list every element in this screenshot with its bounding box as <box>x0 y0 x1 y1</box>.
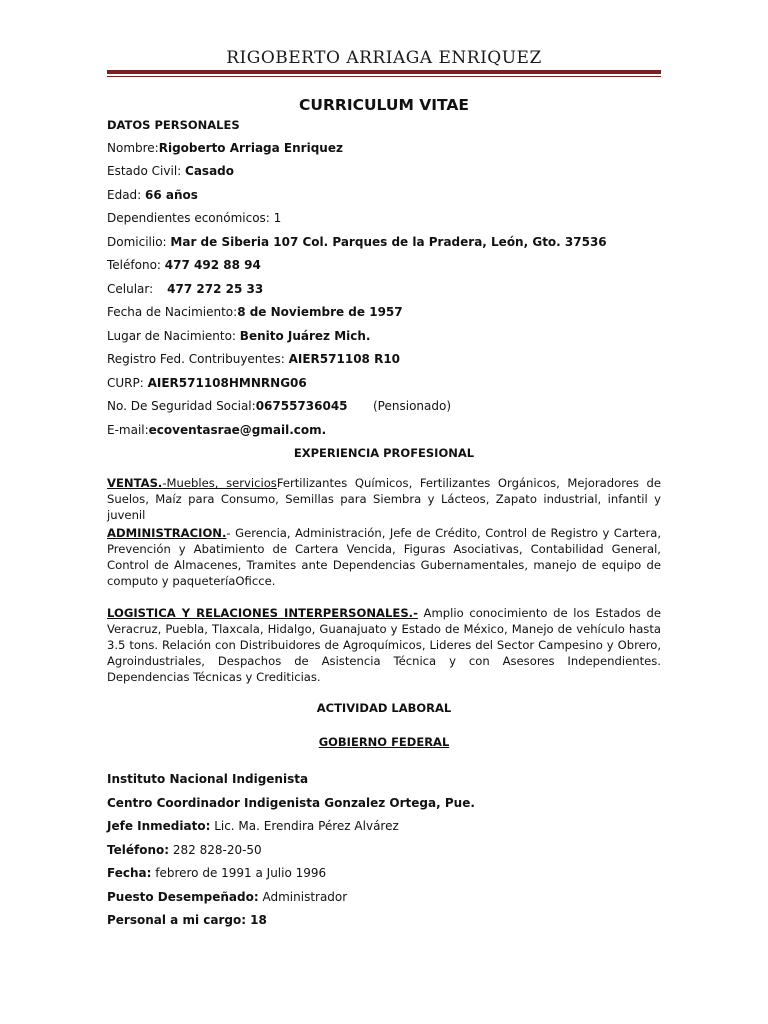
telefono-value: 477 492 88 94 <box>164 258 261 272</box>
nombre-value: Rigoberto Arriaga Enriquez <box>158 141 343 155</box>
job-personal: Personal a mi cargo: 18 <box>107 913 267 927</box>
rfc-label: Registro Fed. Contribuyentes: <box>107 352 289 366</box>
job-instituto: Instituto Nacional Indigenista <box>107 772 309 786</box>
civil-value: Casado <box>185 164 234 178</box>
puesto-value: Administrador <box>258 890 348 904</box>
ventas-title: VENTAS. <box>107 476 163 490</box>
document-title: CURRICULUM VITAE <box>298 96 469 114</box>
job-jefe <box>107 819 399 833</box>
rfc-value: AIER571108 R10 <box>288 352 401 366</box>
nacimiento-value: 8 de Noviembre de 1957 <box>237 305 403 319</box>
header-name: RIGOBERTO ARRIAGA ENRIQUEZ <box>226 48 542 68</box>
nss-note: (Pensionado) <box>373 399 452 413</box>
field-email <box>107 423 326 437</box>
field-celular <box>107 282 263 296</box>
job-telefono-label: Teléfono: <box>107 843 170 857</box>
logistica-title: LOGISTICA Y RELACIONES INTERPERSONALES.- <box>107 606 418 620</box>
ventas-sub: -Muebles, servicios <box>162 476 277 490</box>
field-lugar-nacimiento <box>107 329 371 343</box>
logistica-text: Amplio conocimiento de los Estados de Veracruz, Puebla, Tlaxcala, Hidalgo, Guanajuato y Estado de México, Manejo de vehículo hasta 3.5 tons. Relación con Distribuidores de Agroquímicos, Lideres del Sector Campesino y Obrero, Agroindustriales, Despachos de Asistencia Técnica y con Asesores Independientes. Dependencias Técnicas y Crediticias. <box>107 606 661 684</box>
field-curp <box>107 376 307 390</box>
field-estado-civil <box>107 164 234 178</box>
field-dependientes: Dependientes económicos: 1 <box>107 211 282 225</box>
jefe-label: Jefe Inmediato: <box>107 819 211 833</box>
domicilio-label: Domicilio: <box>107 235 171 249</box>
curp-value: AIER571108HMNRNG06 <box>147 376 307 390</box>
admin-text: - Gerencia, Administración, Jefe de Crédito, Control de Registro y Cartera, Prevención y Abatimiento de Cartera Vencida, Figuras Asociativas, Contabilidad General, Control de Almacenes, Tramites ante Dependencias Gubernamentales, manejo de equipo de computo y paqueteríaOficce. <box>107 526 661 588</box>
section-datos-personales: DATOS PERSONALES <box>107 118 240 132</box>
field-domicilio <box>107 235 607 249</box>
lugar-label: Lugar de Nacimiento: <box>107 329 240 343</box>
section-gobierno-federal: GOBIERNO FEDERAL <box>318 735 450 749</box>
field-nacimiento <box>107 305 403 319</box>
email-label: E-mail: <box>107 423 149 437</box>
fecha-value: febrero de 1991 a Julio 1996 <box>151 866 327 880</box>
fecha-label: Fecha: <box>107 866 152 880</box>
paragraph-administracion <box>107 525 661 589</box>
job-puesto <box>107 890 347 904</box>
edad-value: 66 años <box>145 188 198 202</box>
paragraph-logistica <box>107 605 661 685</box>
job-fecha <box>107 866 326 880</box>
ventas-text: Fertilizantes Químicos, Fertilizantes Orgánicos, Mejoradores de Suelos, Maíz para Consumo, Semillas para Siembra y Lácteos, Zapato industrial, infantil y juvenil <box>107 476 661 522</box>
lugar-value: Benito Juárez Mich. <box>239 329 371 343</box>
nacimiento-label: Fecha de Nacimiento: <box>107 305 238 319</box>
field-rfc <box>107 352 400 366</box>
email-value: ecoventasrae@gmail.com. <box>148 423 327 437</box>
nss-value: 06755736045 <box>255 399 348 413</box>
field-edad <box>107 188 198 202</box>
telefono-label: Teléfono: <box>107 258 165 272</box>
jefe-value: Lic. Ma. Erendira Pérez Alvárez <box>210 819 399 833</box>
paragraph-ventas <box>107 475 661 523</box>
admin-title: ADMINISTRACION. <box>107 526 227 540</box>
curp-label: CURP: <box>107 376 148 390</box>
puesto-label: Puesto Desempeñado: <box>107 890 259 904</box>
field-nombre <box>107 141 343 155</box>
nombre-label: Nombre: <box>107 141 159 155</box>
section-actividad-laboral: ACTIVIDAD LABORAL <box>316 701 452 715</box>
job-telefono-value: 282 828-20-50 <box>169 843 262 857</box>
job-centro: Centro Coordinador Indigenista Gonzalez Ortega, Pue. <box>107 796 475 810</box>
header-rule-thick <box>107 70 661 74</box>
section-experiencia-profesional: EXPERIENCIA PROFESIONAL <box>293 446 475 460</box>
nss-label: No. De Seguridad Social: <box>107 399 256 413</box>
field-seguridad-social <box>107 399 661 413</box>
celular-label: Celular: <box>107 282 154 296</box>
header-rule-thin <box>107 76 661 77</box>
domicilio-value: Mar de Siberia 107 Col. Parques de la Pradera, León, Gto. 37536 <box>170 235 607 249</box>
civil-label: Estado Civil: <box>107 164 186 178</box>
edad-label: Edad: <box>107 188 146 202</box>
job-telefono <box>107 843 262 857</box>
field-telefono <box>107 258 261 272</box>
celular-value: 477 272 25 33 <box>167 282 264 296</box>
